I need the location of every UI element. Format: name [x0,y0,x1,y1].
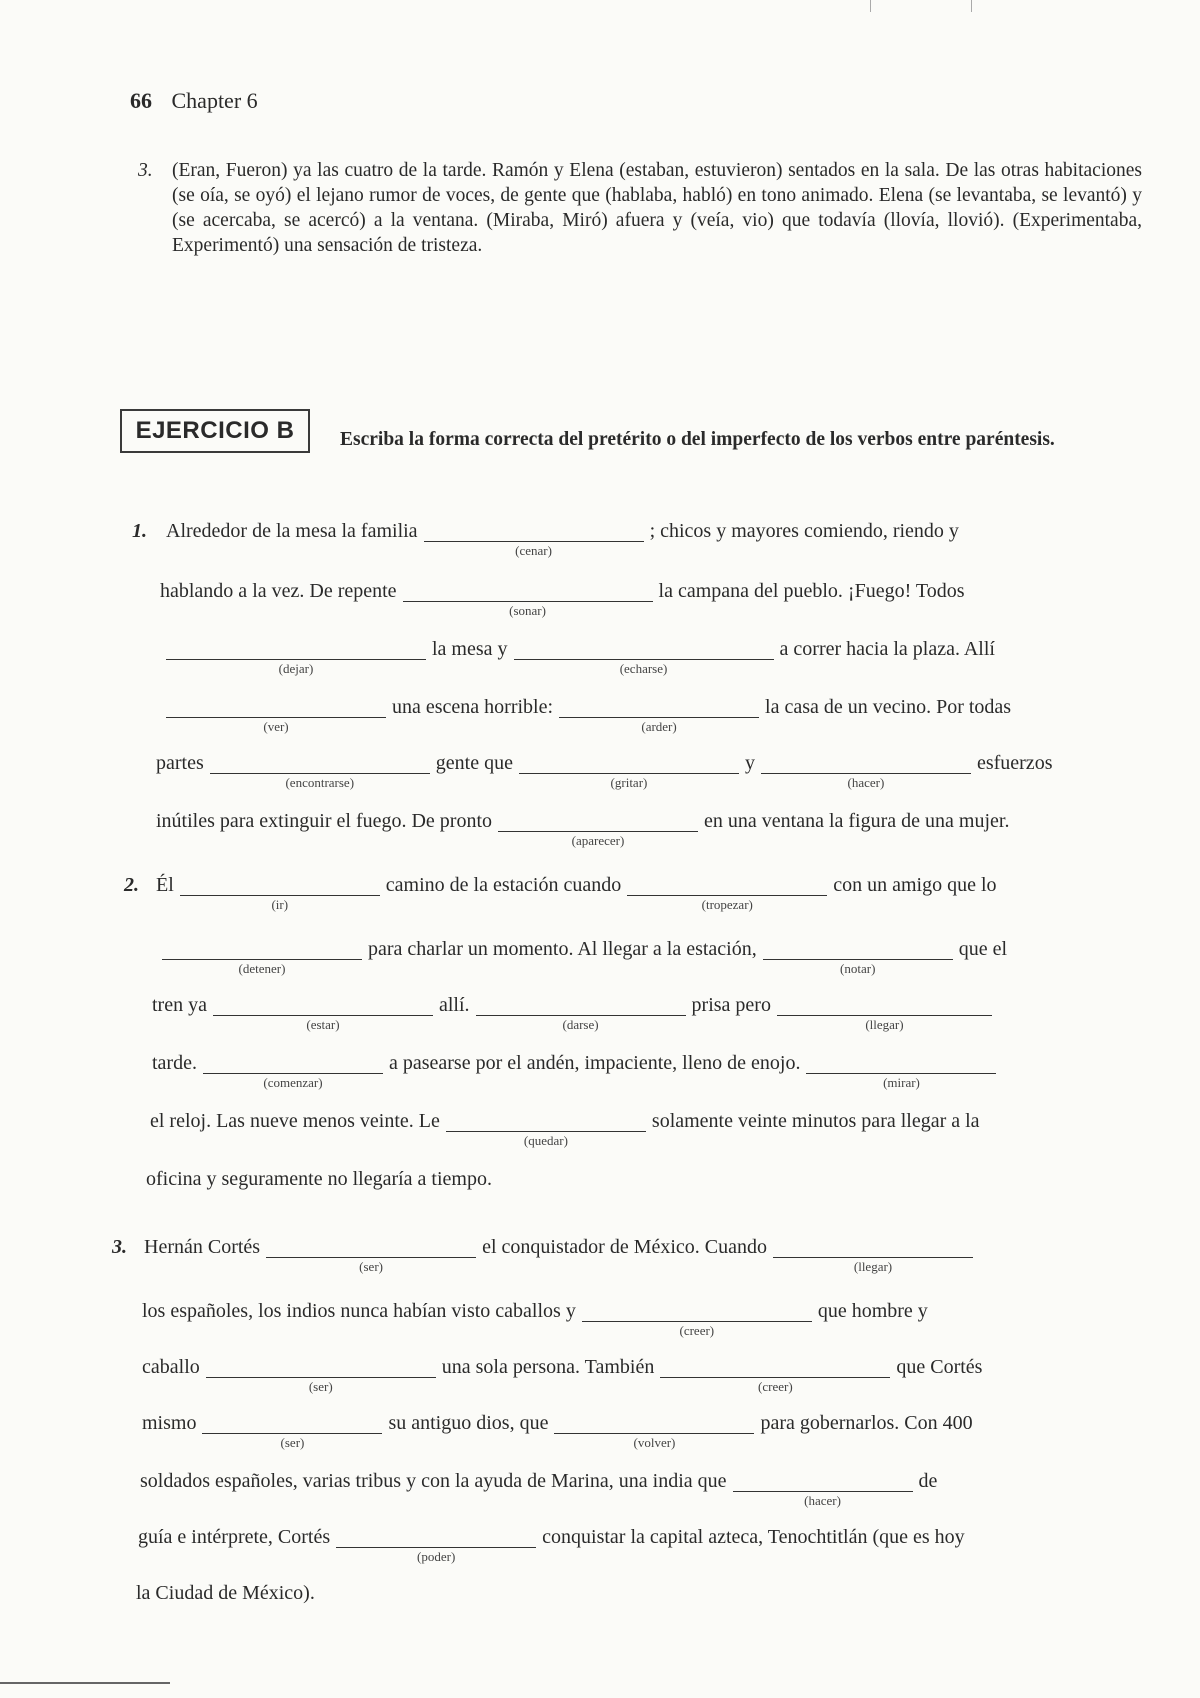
line-text: soldados españoles, varias tribus y con la ayuda de Marina, una india que [140,1470,727,1492]
line-text: caballo [142,1356,200,1378]
item-number: 2. [124,874,139,896]
answer-blank[interactable] [403,580,653,618]
line-text: su antiguo dios, que [388,1412,549,1434]
verb-hint: (hacer) [804,1493,841,1508]
line-text: el conquistador de México. Cuando [482,1236,768,1258]
answer-blank[interactable] [336,1526,536,1564]
answer-blank[interactable] [627,874,827,912]
verb-hint: (llegar) [865,1017,904,1032]
verb-hint: (ir) [271,897,289,912]
line-text: solamente veinte minutos para llegar a la [651,1110,980,1132]
exercise-line [160,638,995,676]
answer-blank[interactable] [582,1300,812,1338]
answer-blank[interactable] [266,1236,476,1274]
exercise-b-title: EJERCICIO B [120,409,310,453]
line-text: Él [156,874,174,896]
line-text: en una ventana la figura de una mujer. [704,810,1010,832]
answer-blank[interactable] [213,994,433,1032]
exercise-line [156,938,1007,976]
verb-hint: (comenzar) [263,1075,323,1090]
answer-blank[interactable] [476,994,686,1032]
exercise-line [136,1582,315,1605]
line-text: prisa pero [691,994,771,1016]
line-text: ; chicos y mayores comiendo, riendo y [649,520,959,542]
exercise-line [150,1110,980,1148]
verb-hint: (ser) [280,1435,305,1450]
answer-blank[interactable] [446,1110,646,1148]
line-text: que el [958,938,1008,960]
line-text: y [744,752,755,774]
line-text: los españoles, los indios nunca habían visto caballos y [142,1300,576,1322]
scan-edge-top [870,0,972,12]
verb-hint: (creer) [758,1379,793,1394]
exercise-line [140,1470,937,1508]
item-number: 1. [132,520,147,542]
line-text: hablando a la vez. De repente [160,580,397,602]
line-text: la campana del pueblo. ¡Fuego! Todos [658,580,965,602]
verb-hint: (dejar) [278,661,314,676]
verb-hint: (estar) [306,1017,340,1032]
line-text: tren ya [152,994,207,1016]
verb-hint: (cenar) [515,543,552,558]
line-text: mismo [142,1412,197,1434]
exercise-a-item-3 [138,158,1142,258]
verb-hint: (encontrarse) [285,775,355,790]
answer-blank[interactable] [206,1356,436,1394]
exercise-line [142,1300,928,1338]
verb-hint: (gritar) [610,775,648,790]
line-text: esfuerzos [976,752,1053,774]
line-text: Alrededor de la mesa la familia [166,520,418,542]
verb-hint: (aparecer) [571,833,625,848]
item-text: (Eran, Fueron) ya las cuatro de la tarde. Ramón y Elena (estaban, estuvieron) sentados en la sala. De las otras habitaciones (se oía, se oyó) el lejano rumor de voces, de gente que (hablaba, habló) en tono animado. Elena (se levantaba, se levantó) y (se acercaba, se acercó) a la ventana. (Miraba, Miró) afuera y (veía, vio) que todavía (llovía, llovió). (Experimentaba, Experimentó) una sensación de tristeza. [172,160,1142,256]
line-text: de [918,1470,938,1492]
line-text: a correr hacia la plaza. Allí [779,638,995,660]
verb-hint: (poder) [417,1549,456,1564]
line-text: partes [156,752,204,774]
answer-blank[interactable] [202,1412,382,1450]
exercise-line [166,520,959,558]
page-header [130,88,258,114]
line-text: allí. [438,994,470,1016]
line-text: oficina y seguramente no llegaría a tiempo. [146,1168,492,1190]
answer-blank[interactable] [777,994,992,1032]
line-text: que Cortés [896,1356,983,1378]
line-text: para charlar un momento. Al llegar a la estación, [368,938,757,960]
exercise-line [156,874,997,912]
exercise-b-instruction: Escriba la forma correcta del pretérito o del imperfecto de los verbos entre paréntesis. [340,429,1055,450]
line-text: inútiles para extinguir el fuego. De pronto [156,810,493,832]
verb-hint: (notar) [840,961,876,976]
answer-blank[interactable] [162,938,362,976]
verb-hint: (volver) [633,1435,676,1450]
line-text: gente que [435,752,513,774]
answer-blank[interactable] [559,696,759,734]
answer-blank[interactable] [210,752,430,790]
answer-blank[interactable] [166,638,426,676]
verb-hint: (ver) [263,719,289,734]
line-text: la casa de un vecino. Por todas [765,696,1012,718]
line-text: conquistar la capital azteca, Tenochtitlán (que es hoy [542,1526,965,1548]
line-text: la mesa y [432,638,508,660]
verb-hint: (mirar) [883,1075,920,1090]
page-number: 66 [130,88,152,113]
verb-hint: (tropezar) [701,897,753,912]
exercise-line [156,810,1009,848]
answer-blank[interactable] [763,938,953,976]
answer-blank[interactable] [761,752,971,790]
answer-blank[interactable] [806,1052,996,1090]
verb-hint: (llegar) [853,1259,893,1274]
exercise-line [160,580,964,618]
verb-hint: (ser) [308,1379,333,1394]
answer-blank[interactable] [203,1052,383,1090]
answer-blank[interactable] [498,810,698,848]
chapter-title: Chapter 6 [171,88,258,113]
answer-blank[interactable] [514,638,774,676]
verb-hint: (ser) [359,1259,383,1274]
exercise-line [146,1168,492,1191]
exercise-line [142,1356,982,1394]
answer-blank[interactable] [733,1470,913,1508]
verb-hint: (creer) [679,1323,715,1338]
line-text: la Ciudad de México). [136,1582,315,1604]
item-number: 3. [112,1236,127,1258]
verb-hint: (hacer) [847,775,885,790]
exercise-line [152,1052,1002,1090]
answer-blank[interactable] [660,1356,890,1394]
line-text: tarde. [152,1052,197,1074]
exercise-line [160,696,1011,734]
answer-blank[interactable] [773,1236,973,1274]
exercise-line [152,994,998,1032]
verb-hint: (echarse) [619,661,668,676]
exercise-line [142,1412,973,1450]
line-text: guía e intérprete, Cortés [138,1526,331,1548]
answer-blank[interactable] [166,696,386,734]
verb-hint: (arder) [641,719,677,734]
verb-hint: (quedar) [523,1133,568,1148]
exercise-line [156,752,1052,790]
exercise-line [138,1526,965,1564]
answer-blank[interactable] [554,1412,754,1450]
line-text: camino de la estación cuando [385,874,622,896]
line-text: una escena horrible: [392,696,554,718]
scan-edge-bottom [0,1682,170,1684]
line-text: para gobernarlos. Con 400 [760,1412,973,1434]
verb-hint: (darse) [562,1017,599,1032]
answer-blank[interactable] [424,520,644,558]
line-text: a pasearse por el andén, impaciente, lleno de enojo. [388,1052,801,1074]
line-text: que hombre y [817,1300,928,1322]
line-text: Hernán Cortés [144,1236,261,1258]
answer-blank[interactable] [519,752,739,790]
line-text: el reloj. Las nueve menos veinte. Le [150,1110,440,1132]
line-text: con un amigo que lo [833,874,997,896]
verb-hint: (detener) [238,961,286,976]
item-number: 3. [138,160,153,181]
answer-blank[interactable] [180,874,380,912]
exercise-line [144,1236,979,1274]
line-text: una sola persona. También [441,1356,655,1378]
verb-hint: (sonar) [509,603,546,618]
